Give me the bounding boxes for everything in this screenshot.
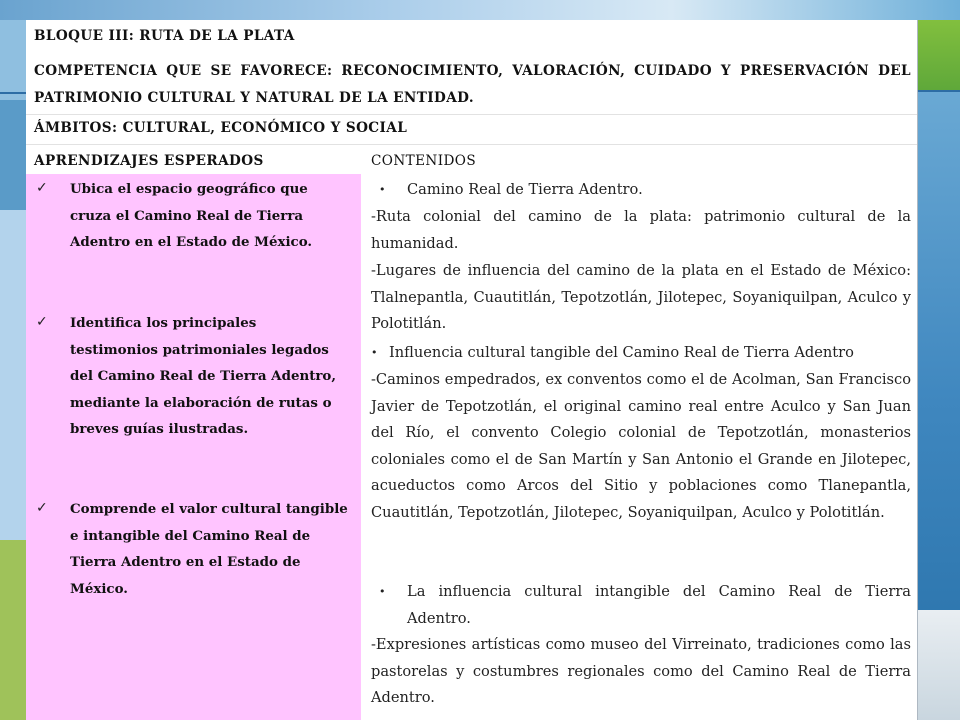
contenidos-column — [363, 174, 911, 720]
contenido-bullet-text: Influencia cultural tangible del Camino Real de Tierra Adentro — [389, 344, 854, 361]
row-divider — [26, 114, 917, 115]
contenido-paragraph: -Ruta colonial del camino de la plata: patrimonio cultural de la humanidad. — [371, 208, 911, 252]
right-divider-line — [918, 90, 960, 92]
bullet-icon: • — [379, 585, 386, 598]
contenido-bullet-text: Camino Real de Tierra Adentro. — [407, 181, 643, 198]
right-background-bottom — [918, 610, 960, 720]
column-header-aprendizajes: APRENDIZAJES ESPERADOS — [34, 153, 264, 169]
contenido-bullet-text: La influencia cultural intangible del Camino Real de Tierra Adentro. — [407, 583, 911, 627]
bullet-icon: • — [371, 346, 378, 359]
check-icon: ✓ — [36, 314, 48, 330]
left-background-green — [0, 540, 26, 720]
contenido-paragraph: -Caminos empedrados, ex conventos como el de Acolman, San Francisco Javier de Tepotzotlán, el original camino real entre Aculco y San Juan del Río, el convento Colegio colonial de Tepotzotlán, monasterios coloniales como el de San Martín y San Antonio el Grande en Jilotepec, acueductos como Arcos del Sitio y poblaciones como Tlanepantla, Cuautitlán, Tepotzotlán, Jilotepec, Soyaniquilpan, Aculco y Polotitlán. — [371, 371, 911, 521]
check-icon: ✓ — [36, 180, 48, 196]
document-sheet — [26, 20, 918, 720]
contenido-paragraph: -Lugares de influencia del camino de la plata en el Estado de México: Tlalnepantla, Cuautitlán, Tepotzotlán, Jilotepec, Soyaniquilpan, Aculco y Polotitlán. — [371, 262, 911, 332]
column-header-contenidos: CONTENIDOS — [371, 153, 477, 169]
row-divider — [26, 144, 917, 145]
bloque-title: BLOQUE III: RUTA DE LA PLATA — [34, 28, 295, 44]
ambitos-text: ÁMBITOS: CULTURAL, ECONÓMICO Y SOCIAL — [34, 120, 408, 136]
right-background-panel — [918, 90, 960, 610]
contenido-paragraph: -Expresiones artísticas como museo del Virreinato, tradiciones como las pastorelas y costumbres regionales como del Camino Real de Tierra Adentro. — [371, 636, 911, 706]
competencia-text: COMPETENCIA QUE SE FAVORECE: RECONOCIMIENTO, VALORACIÓN, CUIDADO Y PRESERVACIÓN DEL PATRIMONIO CULTURAL Y NATURAL DE LA ENTIDAD. — [34, 63, 911, 106]
bullet-icon: • — [379, 183, 386, 196]
check-icon: ✓ — [36, 500, 48, 516]
aprendizaje-text: Comprende el valor cultural tangible e intangible del Camino Real de Tierra Adentro en el Estado de México. — [70, 501, 348, 597]
left-divider-line — [0, 92, 26, 94]
top-background-band — [0, 0, 960, 20]
aprendizaje-text: Ubica el espacio geográfico que cruza el Camino Real de Tierra Adentro en el Estado de México. — [70, 181, 313, 250]
aprendizajes-column — [26, 174, 361, 720]
left-background-panel — [0, 210, 26, 540]
aprendizaje-text: Identifica los principales testimonios patrimoniales legados del Camino Real de Tierra Adentro, mediante la elaboración de rutas o breves guías ilustradas. — [70, 315, 337, 437]
